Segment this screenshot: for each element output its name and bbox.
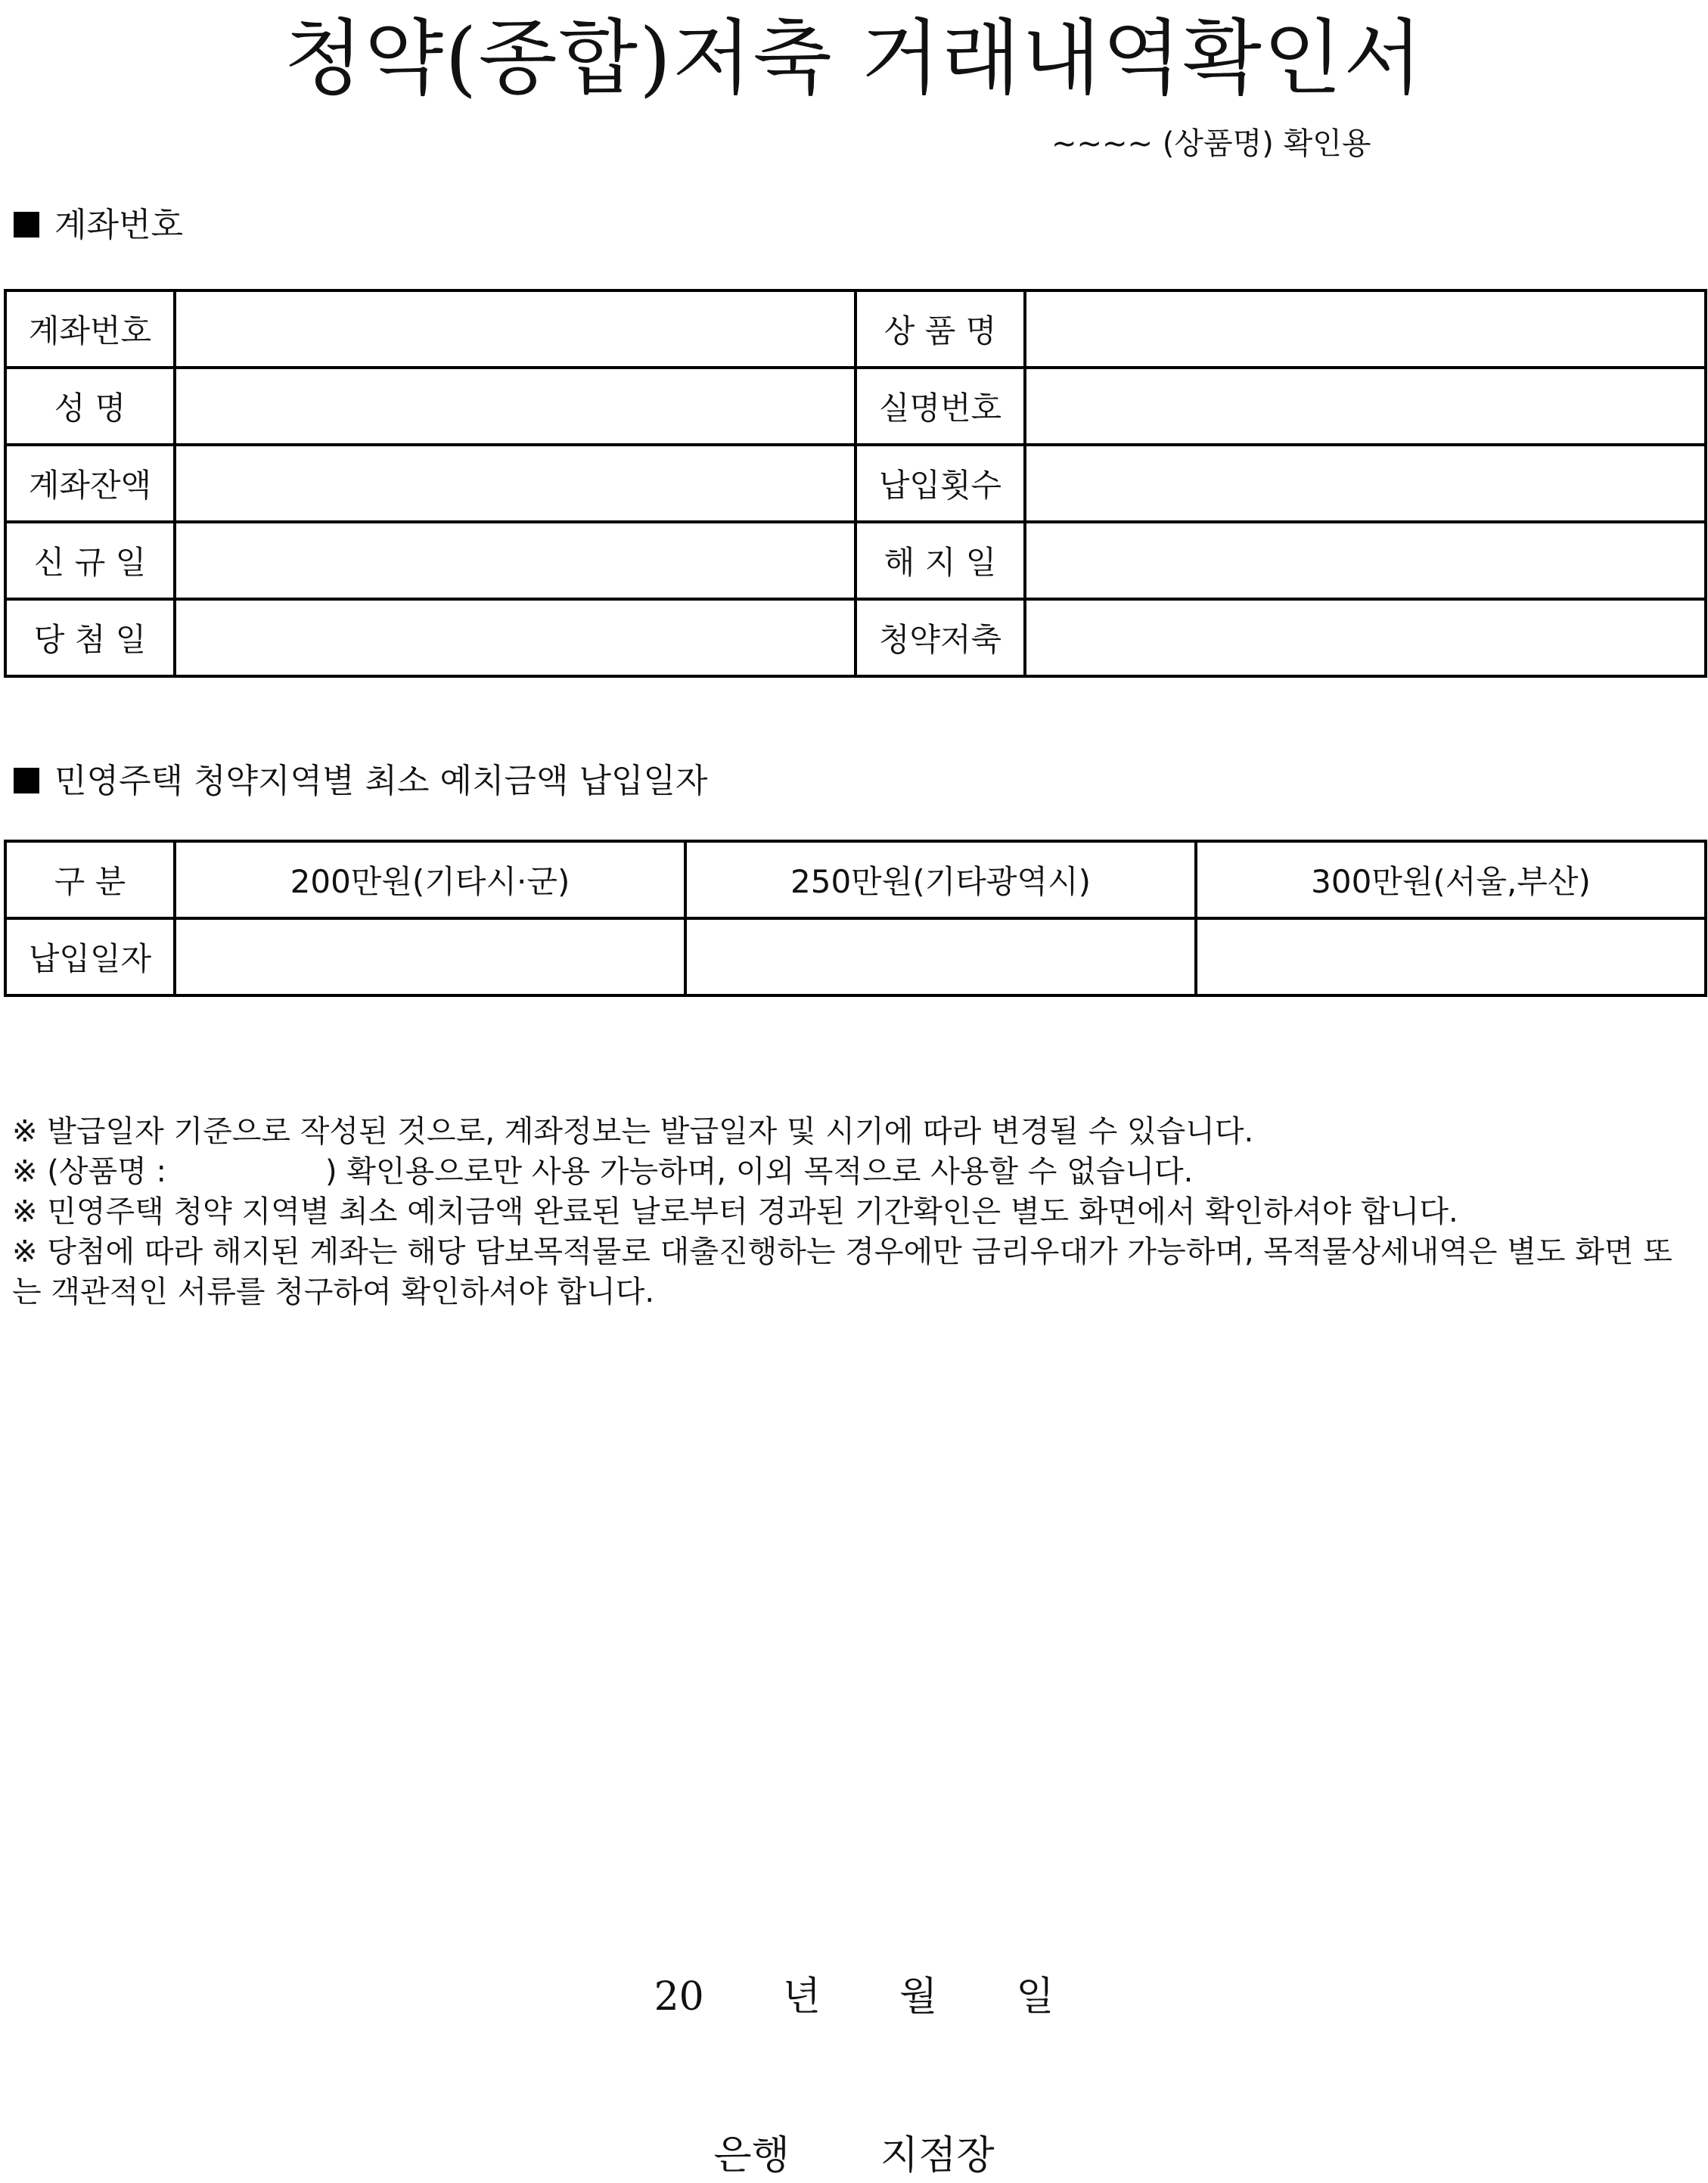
table-row xyxy=(5,599,1706,676)
note-line2-suffix: ) 확인용으로만 사용 가능하며, 이외 목적으로 사용할 수 없습니다. xyxy=(325,1154,1194,1189)
value-subscription-savings xyxy=(1025,599,1706,676)
square-bullet-icon xyxy=(14,212,39,238)
table-row xyxy=(5,368,1706,445)
note-line: ※ 민영주택 청약 지역별 최소 예치금액 완료된 날로부터 경과된 기간확인은 별도 화면에서 확인하셔야 합니다. xyxy=(12,1194,1458,1229)
issuer-signature xyxy=(0,2129,1708,2182)
label-close-date: 해 지 일 xyxy=(856,522,1025,599)
label-account-balance: 계좌잔액 xyxy=(5,445,175,522)
table-row xyxy=(5,290,1706,368)
deposit-section-heading xyxy=(14,760,708,803)
value-payment-date-300 xyxy=(1196,918,1706,995)
bank-label: 은행 xyxy=(713,2133,790,2178)
square-bullet-icon xyxy=(14,768,39,793)
notes xyxy=(12,1112,1695,1312)
label-payment-count: 납입횟수 xyxy=(856,445,1025,522)
label-open-date: 신 규 일 xyxy=(5,522,175,599)
table-row xyxy=(5,918,1706,995)
note-line2-prefix: ※ (상품명 : xyxy=(12,1154,166,1189)
value-payment-date-200 xyxy=(175,918,685,995)
year-prefix: 20 xyxy=(654,1974,704,2020)
month-unit: 월 xyxy=(899,1974,938,2020)
label-account-number: 계좌번호 xyxy=(5,290,175,368)
header-300: 300만원(서울,부산) xyxy=(1196,841,1706,918)
label-win-date: 당 첨 일 xyxy=(5,599,175,676)
account-info-table xyxy=(4,289,1707,678)
value-real-name-number xyxy=(1025,368,1706,445)
table-header-row xyxy=(5,841,1706,918)
issue-date xyxy=(0,1970,1708,2023)
value-holder-name xyxy=(175,368,856,445)
header-200: 200만원(기타시·군) xyxy=(175,841,685,918)
note-line: ※ 발급일자 기준으로 작성된 것으로, 계좌정보는 발급일자 및 시기에 따라 변경될 수 있습니다. xyxy=(12,1114,1254,1149)
note-line: ※ 당첨에 따라 해지된 계좌는 해당 담보목적물로 대출진행하는 경우에만 금리우대가 가능하며, 목적물상세내역은 별도 화면 또는 객관적인 서류를 청구하여 확인하셔야 합니다. xyxy=(12,1234,1672,1309)
account-section-heading-text: 계좌번호 xyxy=(54,206,184,244)
table-row xyxy=(5,445,1706,522)
label-holder-name: 성 명 xyxy=(5,368,175,445)
value-open-date xyxy=(175,522,856,599)
label-product-name: 상 품 명 xyxy=(856,290,1025,368)
value-account-balance xyxy=(175,445,856,522)
document-title: 청약(종합)저축 거래내역확인서 xyxy=(284,11,1424,106)
deposit-table xyxy=(4,840,1707,997)
label-subscription-savings: 청약저축 xyxy=(856,599,1025,676)
account-section-heading xyxy=(14,204,183,247)
document-subtitle: ~~~~ (상품명) 확인용 xyxy=(1051,126,1371,161)
table-row xyxy=(5,522,1706,599)
day-unit: 일 xyxy=(1016,1974,1054,2020)
value-payment-date-250 xyxy=(685,918,1196,995)
value-close-date xyxy=(1025,522,1706,599)
header-250: 250만원(기타광역시) xyxy=(685,841,1196,918)
value-win-date xyxy=(175,599,856,676)
value-product-name xyxy=(1025,290,1706,368)
branch-manager-label: 지점장 xyxy=(880,2133,995,2178)
deposit-section-heading-text: 민영주택 청약지역별 최소 예치금액 납입일자 xyxy=(54,762,708,800)
header-category: 구 분 xyxy=(5,841,175,918)
value-payment-count xyxy=(1025,445,1706,522)
label-real-name-number: 실명번호 xyxy=(856,368,1025,445)
label-payment-date: 납입일자 xyxy=(5,918,175,995)
note-line xyxy=(12,1152,1695,1192)
value-account-number xyxy=(175,290,856,368)
year-unit: 년 xyxy=(782,1974,821,2020)
